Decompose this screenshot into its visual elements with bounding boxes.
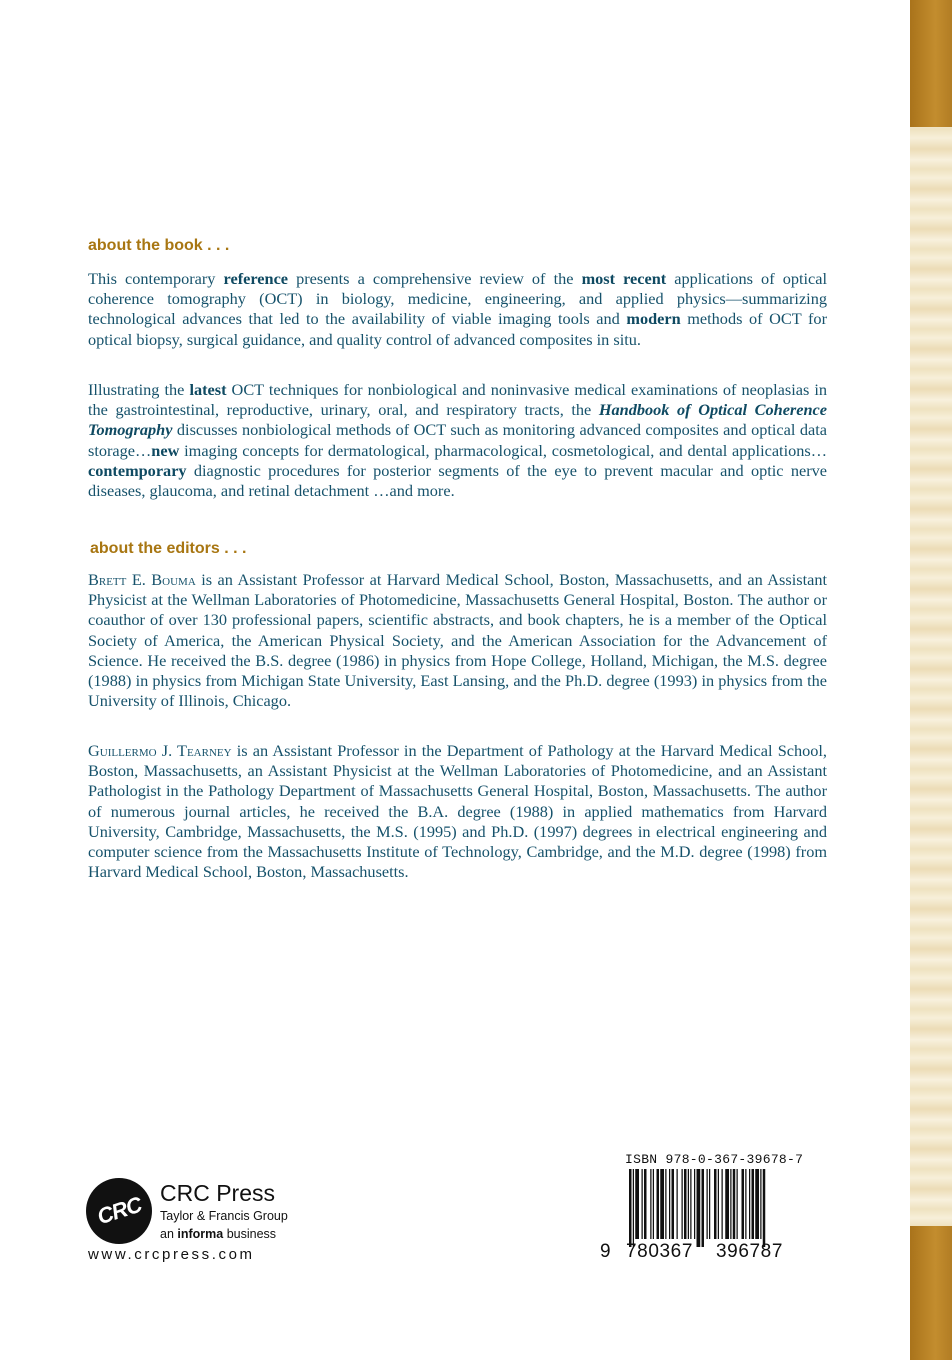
text-run: OCT techniques for nonbiological and noninvasive medical examinations of neoplasias in the gastrointestinal, reproductive, urinary, oral, and respiratory tracts, the: [88, 380, 827, 420]
publisher-group: Taylor & Francis Group: [160, 1209, 288, 1223]
spine-band-bottom: [910, 1226, 952, 1360]
barcode-bar: [752, 1169, 755, 1239]
barcode-bar: [718, 1169, 719, 1239]
barcode-bar: [737, 1169, 738, 1239]
text-run: discusses nonbiological methods of OCT such as monitoring advanced composites and optical data storage…: [88, 420, 827, 460]
text-run: is an Assistant Professor in the Department of Pathology at the Harvard Medical School, Boston, Massachusetts, an Assistant Physicist at the Wellman Laboratories of Photomedicine, and an Assistant Pathologist in the Pathology Department of Massachusetts General Hospital, Boston, Massachusetts. The author of numerous journal articles, he received the B.A. degree (1988) in applied mathematics from Harvard University, Cambridge, Massachusetts, the M.S. (1995) and Ph.D. (1997) degrees in electrical engineering and computer science from the Massachusetts Institute of Technology, Cambridge, and the M.D. degree (1998) from Harvard Medical School, Boston, Massachusetts.: [88, 741, 827, 882]
barcode-bar: [749, 1169, 750, 1239]
text-run: applications of optical coherence tomography (OCT) in biology, medicine, engineering, and applied physics—summarizing technological advances that led to the availability of viable imaging tools and: [88, 269, 828, 329]
barcode-bar: [730, 1169, 731, 1239]
barcode-bar: [657, 1169, 660, 1239]
crc-logo-text: CRC: [93, 1191, 144, 1230]
barcode-bar: [709, 1169, 710, 1239]
editor-tearney-bio: [88, 741, 827, 882]
barcode-bar: [677, 1169, 678, 1239]
crc-logo: [86, 1178, 152, 1244]
about-book-paragraph-1: [88, 269, 827, 350]
barcode-bar: [742, 1169, 745, 1239]
barcode-bar: [635, 1169, 639, 1239]
barcode-bar: [697, 1169, 701, 1247]
text-run: Brett E. Bouma: [88, 570, 196, 589]
about-editors-heading: about the editors . . .: [90, 540, 247, 557]
barcode-bar: [745, 1169, 746, 1239]
barcode-bar: [725, 1169, 729, 1239]
publisher-tagline: [160, 1227, 276, 1241]
text-run: This contemporary: [88, 269, 224, 288]
text-run: Guillermo J. Tearney: [88, 741, 232, 760]
text-run: contemporary: [88, 460, 187, 480]
barcode-bar: [672, 1169, 675, 1239]
barcode-bar: [707, 1169, 708, 1239]
barcode-digits: [600, 1241, 783, 1263]
text-run: latest: [189, 380, 227, 399]
spine-strip: [910, 0, 952, 1360]
about-book-paragraph-2: [88, 380, 827, 501]
barcode-left-digits: 780367: [626, 1241, 694, 1262]
barcode-right-digits: 396787: [716, 1241, 784, 1262]
barcode-bar: [642, 1169, 643, 1239]
barcode-bar: [714, 1169, 717, 1239]
barcode-lead-digit: 9: [600, 1241, 612, 1262]
tagline-suffix: business: [223, 1227, 277, 1241]
text-run: most recent: [581, 269, 667, 288]
text-run: is an Assistant Professor at Harvard Medical School, Boston, Massachusetts, and an Assistant Physicist at the Wellman Laboratories of Photomedicine, Massachusetts General Hospital, Boston. The author or coauthor of over 130 professional papers, scientific abstracts, and book chapters, he is a member of the Optical Society of America, the American Physical Society, and the American Association for the Advancement of Science. He received the B.S. degree (1986) in physics from Hope College, Holland, Michigan, the M.S. degree (1988) in physics from Michigan State University, East Lansing, and the Ph.D. degree (1993) in physics from the University of Illinois, Chicago.: [88, 570, 828, 711]
editor-bouma-bio: [88, 570, 827, 711]
barcode-bar: [669, 1169, 670, 1239]
text-run: Handbook of Optical Coherence Tomography: [88, 400, 827, 440]
barcode-bar: [722, 1169, 723, 1239]
barcode-bar: [653, 1169, 654, 1239]
text-run: diagnostic procedures for posterior segments of the eye to prevent macular and optic nerve diseases, glaucoma, and retinal detachment …and more.: [88, 460, 827, 501]
about-book-heading: about the book . . .: [88, 237, 230, 254]
text-run: modern: [626, 309, 681, 329]
barcode-bar: [633, 1169, 634, 1247]
isbn-label: ISBN 978-0-367-39678-7: [625, 1152, 804, 1167]
publisher-url[interactable]: www.crcpress.com: [88, 1246, 255, 1263]
spine-band-top: [910, 0, 952, 127]
barcode-bar: [684, 1169, 687, 1239]
barcode-bar: [694, 1169, 695, 1239]
barcode-bar: [733, 1169, 736, 1239]
isbn-barcode: [625, 1169, 809, 1247]
publisher-name: CRC Press: [160, 1180, 276, 1206]
barcode-bar: [665, 1169, 666, 1239]
barcode-bar: [682, 1169, 683, 1239]
barcode-bar: [690, 1169, 691, 1239]
barcode-bar: [688, 1169, 689, 1239]
tagline-prefix: an: [160, 1227, 178, 1241]
text-run: imaging concepts for dermatological, pharmacological, cosmetological, and dental applications…: [179, 440, 827, 460]
barcode-bar: [755, 1169, 759, 1239]
barcode-bar: [763, 1169, 766, 1247]
tagline-informa: informa: [177, 1227, 224, 1241]
text-run: Illustrating the: [88, 380, 190, 399]
text-run: reference: [223, 269, 289, 288]
text-run: presents a comprehensive review of the: [288, 269, 582, 288]
barcode-bar: [650, 1169, 651, 1239]
text-run: new: [151, 440, 180, 460]
barcode-bar: [629, 1169, 632, 1247]
barcode-bar: [702, 1169, 705, 1247]
barcode-bar: [644, 1169, 647, 1239]
barcode-bar: [660, 1169, 664, 1239]
text-run: methods of OCT for optical biopsy, surgical guidance, and quality control of advanced composites in situ.: [88, 309, 827, 349]
barcode-bar: [760, 1169, 761, 1239]
